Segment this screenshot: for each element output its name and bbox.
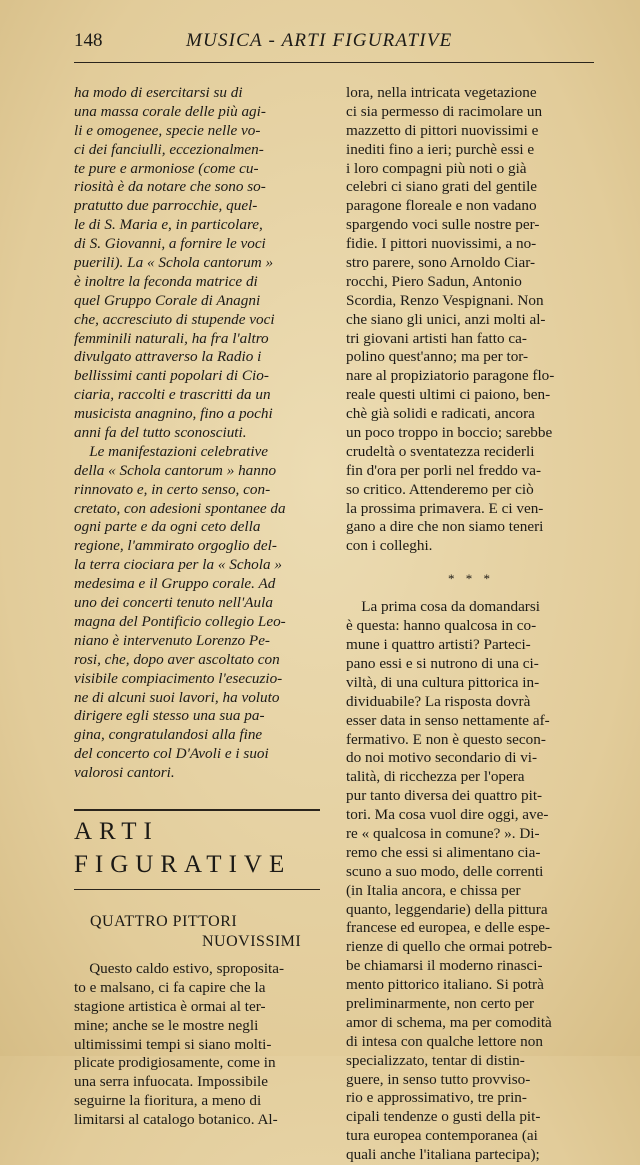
text-line: Questo caldo estivo, spropositа- bbox=[74, 959, 285, 977]
text-line: be chiamarsi il moderno rinasci- bbox=[346, 957, 543, 975]
text-line: puerili). La « Schola cantorum » bbox=[74, 254, 274, 272]
text-line: La prima cosa da domandarsi bbox=[346, 598, 540, 616]
text-line: francese ed europea, e delle espe- bbox=[346, 919, 551, 937]
text-line: Le manifestazioni celebrative bbox=[74, 442, 269, 460]
text-line: do noi motivo secondario di vi- bbox=[346, 749, 538, 767]
text-line: mune i quattro artisti? Parteci- bbox=[346, 636, 531, 654]
text-line: preliminarmente, non certo per bbox=[346, 994, 535, 1012]
header-rule bbox=[74, 62, 594, 63]
article-title: QUATTRO PITTORI bbox=[90, 912, 238, 930]
text-line: quali anche l'italiana partecipa); bbox=[346, 1146, 540, 1164]
text-line: ultimissimi tempi si siano molti- bbox=[74, 1035, 272, 1053]
text-line: quel Gruppo Corale di Anagni bbox=[74, 291, 261, 309]
text-line: anni fa del tutto sconosciuti. bbox=[74, 424, 247, 442]
text-line: ne di alcuni suoi lavori, ha voluto bbox=[74, 688, 280, 706]
text-line: seguirne la fioritura, a meno di bbox=[74, 1092, 262, 1110]
text-line: magna del Pontificio collegio Leo- bbox=[74, 612, 286, 630]
text-line: femminili naturali, ha fra l'altro bbox=[74, 329, 269, 347]
article-body-start bbox=[74, 960, 324, 1130]
text-line: cretato, con adesioni spontanee da bbox=[74, 499, 286, 517]
text-line: pano essi e si nutrono di una ci- bbox=[346, 654, 539, 672]
text-line: ci sia permesso di racimolare un bbox=[346, 102, 543, 120]
text-line: ciaria, raccolti e trascritti da un bbox=[74, 386, 271, 404]
text-line: talità, di ricchezza per l'opera bbox=[346, 768, 525, 786]
text-line: viltà, di una cultura pittorica in- bbox=[346, 673, 540, 691]
text-line: crudeltà o sventatezza reciderli bbox=[346, 442, 535, 460]
text-line: tri giovani artisti han fatto ca- bbox=[346, 329, 527, 347]
text-line: mine; anche se le mostre negli bbox=[74, 1016, 259, 1034]
text-line: to e malsano, ci fa capire che la bbox=[74, 978, 266, 996]
text-line: nare al propiziatorio paragone flo- bbox=[346, 367, 555, 385]
text-line: divulgato attraverso la Radio i bbox=[74, 348, 262, 366]
text-line: pur tanto diversa dei quattro pit- bbox=[346, 787, 543, 805]
text-line: della « Schola cantorum » hanno bbox=[74, 461, 277, 479]
text-line: mento pittorico italiano. Si potrà bbox=[346, 976, 544, 994]
text-line: una massa corale delle più agi- bbox=[74, 102, 266, 120]
text-line: che, accresciuto di stupende voci bbox=[74, 310, 275, 328]
text-line: le di S. Maria e, in particolare, bbox=[74, 216, 263, 234]
text-line: valorosi cantori. bbox=[74, 764, 175, 782]
section-separator: * * * bbox=[448, 571, 494, 587]
text-line: ci dei fanciulli, eccezionalmen- bbox=[74, 140, 264, 158]
text-line: musicista anagnino, fino a pochi bbox=[74, 405, 273, 423]
text-line: medesima e il Gruppo corale. Ad bbox=[74, 575, 276, 593]
text-line: limitarsi al catalogo botanico. Al- bbox=[74, 1111, 278, 1129]
text-line: riosità è da notare che sono so- bbox=[74, 178, 266, 196]
article-body-continued-2 bbox=[346, 598, 596, 1165]
text-line: rio e approssimativo, tre prin- bbox=[346, 1089, 527, 1107]
section-heading: ARTI bbox=[74, 817, 159, 845]
text-line: plicate prodigiosamente, come in bbox=[74, 1054, 276, 1072]
section-heading: FIGURATIVE bbox=[74, 850, 292, 878]
text-line: celebri ci siano grati del gentile bbox=[346, 178, 538, 196]
text-line: Scordia, Renzo Vespignani. Non bbox=[346, 291, 544, 309]
text-line: pratutto due parrocchie, quel- bbox=[74, 197, 258, 215]
text-line: la prossima primavera. E ci ven- bbox=[346, 499, 544, 517]
text-line: tura europea contemporanea (ai bbox=[346, 1127, 538, 1145]
text-line: quanto, leggendarie) della pittura bbox=[346, 900, 548, 918]
text-line: esser data in senso nettamente af- bbox=[346, 711, 550, 729]
running-title: MUSICA - ARTI FIGURATIVE bbox=[186, 30, 453, 51]
text-line: è inoltre la feconda matrice di bbox=[74, 272, 258, 290]
text-line: una serra infuocata. Impossibile bbox=[74, 1073, 268, 1091]
text-line: remo che essi si alimentano cia- bbox=[346, 843, 541, 861]
text-line: fin d'ora per porli nel freddo va- bbox=[346, 461, 542, 479]
text-line: li e omogenee, specie nelle vo- bbox=[74, 121, 261, 139]
text-line: che siano gli unici, anzi molti al- bbox=[346, 310, 546, 328]
text-line: rienze di quello che ormai potreb- bbox=[346, 938, 553, 956]
text-line: dividuabile? La risposta dovrà bbox=[346, 692, 531, 710]
text-line: visibile compiacimento l'esecuzio- bbox=[74, 669, 283, 687]
text-line: chè già solidi e radicati, ancora bbox=[346, 405, 535, 423]
page-number: 148 bbox=[74, 30, 103, 51]
music-article-continuation bbox=[74, 84, 324, 783]
text-line: rinnovato e, in certo senso, con- bbox=[74, 480, 271, 498]
text-line: con i colleghi. bbox=[346, 537, 433, 555]
text-line: fermativo. E non è questo secon- bbox=[346, 730, 546, 748]
text-line: fidie. I pittori nuovissimi, a no- bbox=[346, 235, 537, 253]
text-line: cipali tendenze o gusti della pit- bbox=[346, 1108, 541, 1126]
text-line: so critico. Attenderemo per ciò bbox=[346, 480, 534, 498]
text-line: tori. Ma cosa vuol dire oggi, ave- bbox=[346, 806, 549, 824]
article-body-continued bbox=[346, 84, 596, 556]
text-line: gina, congratulandosi alla fine bbox=[74, 726, 263, 744]
text-line: inediti fino a ieri; purchè essi e bbox=[346, 140, 535, 158]
text-line: è questa: hanno qualcosa in co- bbox=[346, 617, 537, 635]
text-line: i loro compagni più noti o già bbox=[346, 159, 527, 177]
text-line: te pure e armoniose (come cu- bbox=[74, 159, 259, 177]
text-line: polino quest'anno; ma per tor- bbox=[346, 348, 529, 366]
text-line: di S. Giovanni, a fornire le voci bbox=[74, 235, 266, 253]
text-line: re « qualcosa in comune? ». Di- bbox=[346, 824, 540, 842]
text-line: niano è intervenuto Lorenzo Pe- bbox=[74, 631, 270, 649]
text-line: di intesa con qualche lettore non bbox=[346, 1032, 543, 1050]
text-line: dirigere egli stesso una sua pa- bbox=[74, 707, 265, 725]
text-line: guere, in senso tutto provviso- bbox=[346, 1070, 531, 1088]
text-line: rosi, che, dopo aver ascoltato con bbox=[74, 650, 280, 668]
article-title: NUOVISSIMI bbox=[202, 932, 302, 950]
text-line: paragone floreale e non vadano bbox=[346, 197, 537, 215]
text-line: del concerto col D'Avoli e i suoi bbox=[74, 745, 269, 763]
text-line: scuno a suo modo, delle correnti bbox=[346, 862, 544, 880]
text-line: specializzato, tentar di distin- bbox=[346, 1051, 525, 1069]
text-line: stagione artistica è ormai al ter- bbox=[74, 997, 266, 1015]
left-column bbox=[74, 84, 324, 1130]
text-line: spargendo voci sulle nostre per- bbox=[346, 216, 540, 234]
text-line: (in Italia ancora, e chissa per bbox=[346, 881, 521, 899]
text-line: ha modo di esercitarsi su di bbox=[74, 84, 243, 101]
text-line: gano a dire che non siamo teneri bbox=[346, 518, 544, 536]
text-line: stro parere, sono Arnoldo Ciar- bbox=[346, 254, 536, 272]
text-line: amor di schema, ma per comodità bbox=[346, 1013, 552, 1031]
text-line: ogni parte e da ogni ceto della bbox=[74, 518, 261, 536]
text-line: uno dei concerti tenuto nell'Aula bbox=[74, 594, 273, 612]
text-line: regione, l'ammirato orgoglio del- bbox=[74, 537, 277, 555]
text-line: bellissimi canti popolari di Cio- bbox=[74, 367, 269, 385]
text-line: la terra ciociara per la « Schola » bbox=[74, 556, 282, 574]
text-line: mazzetto di pittori nuovissimi e bbox=[346, 121, 539, 139]
text-line: lora, nella intricata vegetazione bbox=[346, 84, 537, 101]
right-column bbox=[346, 84, 596, 1165]
text-line: rocchi, Piero Sadun, Antonio bbox=[346, 272, 522, 290]
text-line: un poco troppo in boccio; sarebbe bbox=[346, 424, 553, 442]
text-line: reale questi ultimi ci paiono, ben- bbox=[346, 386, 551, 404]
page-header bbox=[74, 28, 594, 58]
